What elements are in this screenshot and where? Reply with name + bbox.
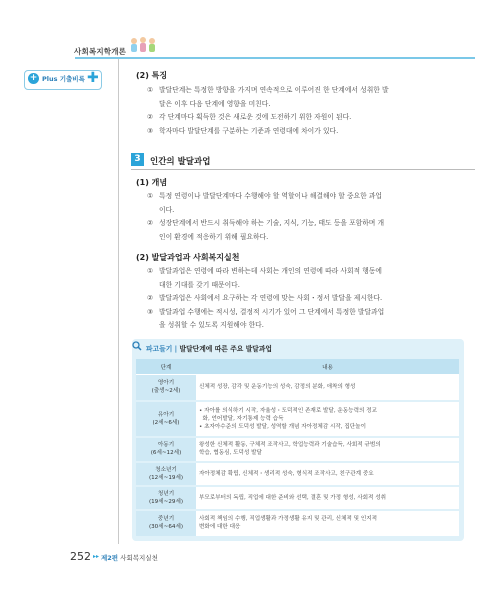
concept-list	[147, 190, 467, 244]
stage-cell: 청년기 (19세~29세)	[136, 486, 196, 510]
content-cell: 신체적 성장, 감각 및 운동기능의 성숙, 감정의 분화, 애착의 형성	[196, 375, 459, 401]
list-item: ② 성장단계에서 반드시 취득해야 하는 기술, 지식, 기능, 태도 등을 포함하며 개	[147, 219, 385, 227]
content-cell: • 자아를 의식하기 시작, 자율성・도덕적인 존재로 발달, 운동능력의 정교 화, 언어발달, 자기통제 능력 습득 • 초자아수준의 도덕성 발달, 성역할 개념 자아정체감 시작, 집단놀이	[196, 401, 459, 437]
deep-dive-title: 파고들기 | 발달단계에 따른 주요 발달과업	[146, 345, 272, 353]
column-header-stage: 단계	[136, 359, 196, 375]
list-item: ③ 발달과업 수행에는 적시성, 결정적 시기가 있어 그 단계에서 특정한 발달과업	[147, 307, 385, 316]
running-head: 사회복지학개론	[74, 47, 127, 56]
section-number-badge: 3	[131, 153, 144, 166]
development-tasks-table	[136, 359, 459, 538]
features-list	[147, 84, 467, 138]
practice-list	[147, 265, 467, 333]
stage-cell: 영아기 (출생~2세)	[136, 375, 196, 401]
stage-cell: 중년기 (30세~64세)	[136, 510, 196, 537]
table-header-row	[136, 359, 459, 375]
content-cell: 부모로부터의 독립, 직업에 대한 준비와 선택, 결혼 및 가정 형성, 사회적 성취	[196, 486, 459, 510]
table-row	[136, 510, 459, 537]
stage-cell: 아동기 (6세~12세)	[136, 437, 196, 462]
people-illustration-icon	[128, 36, 158, 54]
stage-cell: 청소년기 (12세~19세)	[136, 462, 196, 486]
header-rule	[75, 57, 475, 59]
table-row	[136, 437, 459, 462]
table-row	[136, 486, 459, 510]
arrow-icon: ▸▸	[93, 553, 100, 560]
list-item-continued: 인이 환경에 적응하기 위해 필요하다.	[159, 232, 269, 241]
plus-circle-icon: +	[29, 73, 38, 83]
magnifier-icon	[132, 341, 142, 351]
list-item: ① 발달과업은 연령에 따라 변하는데 사회는 개인의 연령에 따라 사회적 행동에	[147, 267, 382, 275]
table-row	[136, 375, 459, 401]
list-item-continued: 달은 이후 다음 단계에 영향을 미친다.	[159, 99, 271, 108]
plus-label: Plus 기출비록	[42, 75, 85, 83]
list-item: ② 각 단계마다 획득한 것은 새로운 것에 도전하기 위한 자원이 된다.	[147, 113, 352, 121]
list-item: ③ 학자마다 발달단계를 구분하는 기준과 연령대에 차이가 있다.	[147, 126, 339, 135]
list-item: ① 발달단계는 특정한 방향을 가지며 연속적으로 이루어진 한 단계에서 성취한 발	[147, 86, 389, 94]
table-row	[136, 401, 459, 437]
plus-cross-icon: ✚	[87, 70, 99, 86]
concept-heading: (1) 개념	[136, 178, 168, 187]
footer-part-label: 제2편 사회복지실천	[101, 554, 158, 562]
table-row	[136, 462, 459, 486]
content-cell: 사회적 책임의 수행, 직업생활과 가정생활 유지 및 관리, 신체적 및 인지적 변화에 대한 대응	[196, 510, 459, 537]
list-item: ② 발달과업은 사회에서 요구하는 각 연령에 맞는 사회・정서 발달을 제시한다.	[147, 294, 383, 302]
stage-cell: 유아기 (2세~6세)	[136, 401, 196, 437]
list-item-continued: 대한 기대를 갖기 때문이다.	[159, 280, 240, 289]
list-item-continued: 을 성취할 수 있도록 지원해야 한다.	[159, 321, 264, 329]
section-title: 인간의 발달과업	[150, 157, 211, 167]
column-header-content: 내용	[196, 359, 459, 375]
page-number: 252	[70, 550, 91, 563]
margin-rule	[118, 59, 119, 544]
section-rule	[131, 169, 475, 170]
practice-heading: (2) 발달과업과 사회복지실천	[136, 253, 240, 262]
list-item-continued: 이다.	[159, 205, 175, 214]
list-item: ① 특정 연령이나 발달단계마다 수행해야 할 역할이나 해결해야 할 중요한 과업	[147, 192, 382, 200]
content-cell: 자아정체감 확립, 신체적・생리적 성숙, 형식적 조작사고, 친구관계 중요	[196, 462, 459, 486]
content-cell: 왕성한 신체적 활동, 구체적 조작사고, 학업능력과 기술습득, 사회적 규범의 학습, 협동심, 도덕성 발달	[196, 437, 459, 462]
features-heading: (2) 특징	[136, 71, 168, 80]
